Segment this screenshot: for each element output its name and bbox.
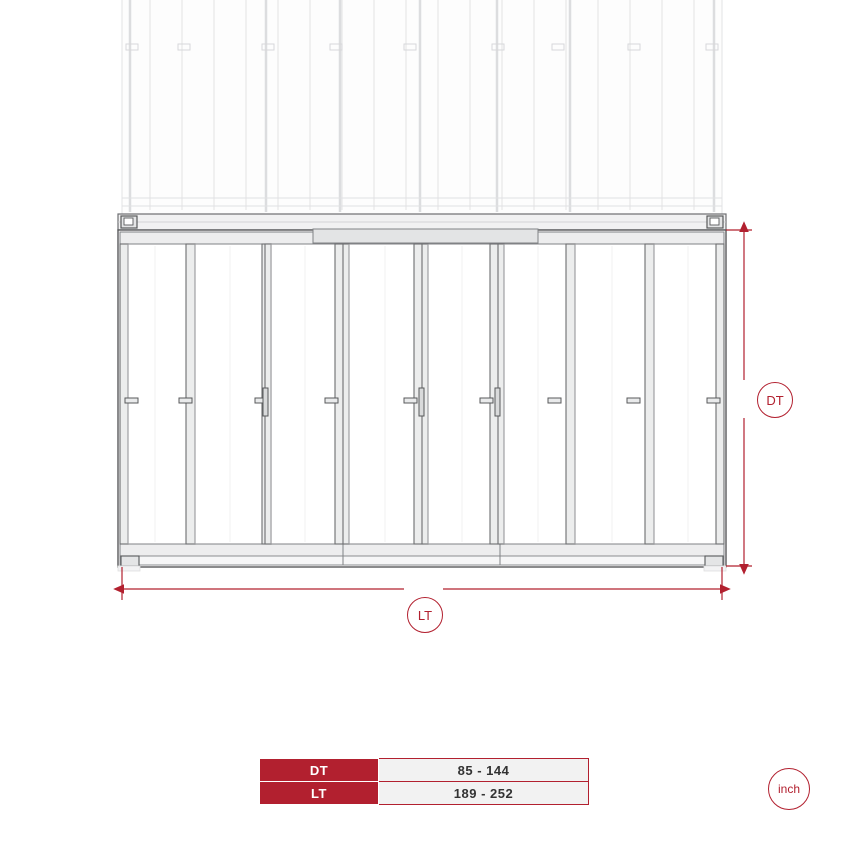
corner-casting-bottom-right	[705, 556, 723, 566]
table-key-lt: LT	[260, 782, 379, 805]
frame-post	[645, 244, 654, 544]
dimension-lt	[122, 567, 722, 600]
table-row	[260, 759, 589, 782]
unit-badge: inch	[768, 768, 810, 810]
header-center-plate	[313, 229, 538, 243]
frame-post	[186, 244, 195, 544]
frame-post	[716, 244, 724, 544]
ghost-container-upper	[122, 0, 722, 222]
dimension-table	[259, 758, 589, 805]
dimension-dt	[726, 230, 752, 566]
dimension-label-dt: DT	[757, 382, 793, 418]
frame-post	[343, 244, 349, 544]
top-rail	[118, 214, 726, 230]
table-row	[260, 782, 589, 805]
frame-post	[566, 244, 575, 544]
frame-post	[120, 244, 128, 544]
table-value-lt: 189 - 252	[379, 782, 589, 805]
dimension-label-lt: LT	[407, 597, 443, 633]
table-key-dt: DT	[260, 759, 379, 782]
corner-casting-bottom-left	[121, 556, 139, 566]
table-value-dt: 85 - 144	[379, 759, 589, 782]
